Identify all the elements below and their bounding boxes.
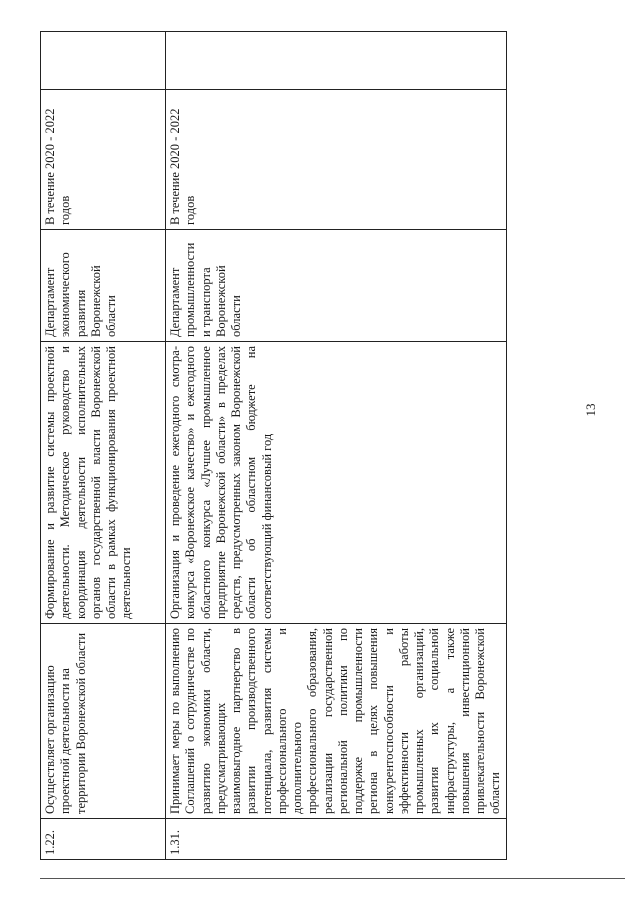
event-cell: Осуществляет организацию проектной деятельности на территории Воронежской области bbox=[41, 624, 166, 819]
extra-cell bbox=[166, 32, 507, 90]
term-cell: В течение 2020 - 2022 годов bbox=[41, 90, 166, 230]
department-cell: Департамент промышленности и транспорта Воронежской области bbox=[166, 230, 507, 342]
table-row bbox=[41, 32, 166, 860]
page-number: 13 bbox=[583, 403, 598, 417]
bottom-divider bbox=[40, 878, 625, 879]
rotated-table-container bbox=[40, 32, 503, 860]
content-cell: Организация и проведение ежегодного смотра-конкурса «Воронежское качество» и ежегодного областного конкурса «Лучшее промышленное предприятие Воронежской области» в пределах средств, предусмотренных законом Воронежской области об областном бюджете на соответствующий финансовый год bbox=[166, 342, 507, 624]
department-cell: Департамент экономического развития Воронежской области bbox=[41, 230, 166, 342]
event-cell: Принимает меры по выполнению Соглашений о сотрудничестве по развитию экономики области, предусматривающих взаимовыгодное партнерство в развитии производственного потенциала, развития системы профессионального и дополнительного профессионального образования, реализации государственной региональной политики по поддержке промышленности региона в целях повышения конкурентоспособности и эффективности работы промышленных организаций, развития их социальной инфраструктуры, а также повышения инвестиционной привлекательности Воронежской области bbox=[166, 624, 507, 819]
extra-cell bbox=[41, 32, 166, 90]
content-cell: Формирование и развитие системы проектной деятельности. Методическое руководство и координация деятельности исполнительных органов государственной власти Воронежской области в рамках функционирования проектной деятельности bbox=[41, 342, 166, 624]
measures-table bbox=[40, 31, 507, 860]
table-row bbox=[166, 32, 507, 860]
row-number-cell: 1.31. bbox=[166, 819, 507, 860]
term-cell: В течение 2020 - 2022 годов bbox=[166, 90, 507, 230]
row-number-cell: 1.22. bbox=[41, 819, 166, 860]
